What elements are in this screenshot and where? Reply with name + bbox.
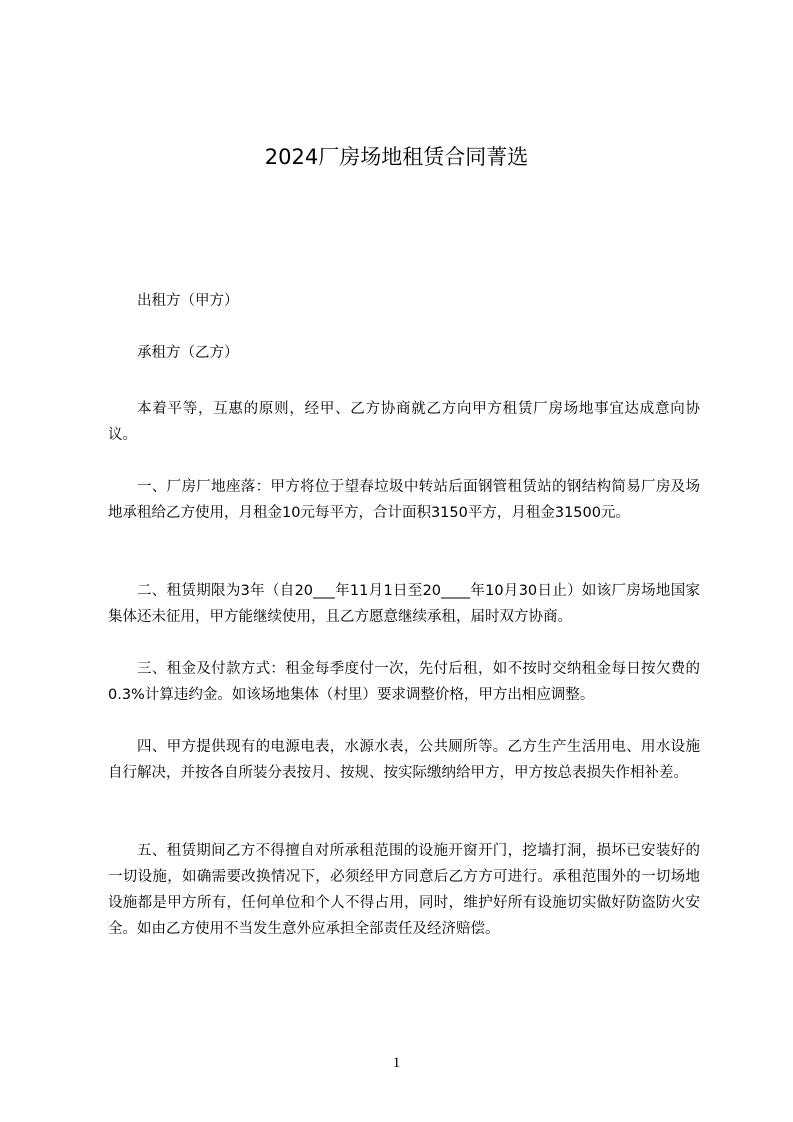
lessee-line: 承租方（乙方） — [137, 345, 239, 361]
clause-3: 三、租金及付款方式：租金每季度付一次，先付后租，如不按时交纳租金每日按欠费的0.3%计算违约金。如该场地集体（村里）要求调整价格，甲方出相应调整。 — [108, 661, 700, 703]
page-title: 2024厂房场地租赁合同菁选 — [264, 145, 529, 169]
page-number: 1 — [392, 1055, 401, 1071]
intro-paragraph: 本着平等，互惠的原则，经甲、乙方协商就乙方向甲方租赁厂房场地事宜达成意向协议。 — [108, 401, 700, 443]
clause-1: 一、厂房厂地座落：甲方将位于望春垃圾中转站后面钢管租赁站的钢结构简易厂房及场地承租给乙方使用，月租金10元每平方，合计面积3150平方，月租金31500元。 — [108, 479, 700, 521]
clause-5: 五、租赁期间乙方不得擅自对所承租范围的设施开窗开门，挖墙打洞，损坏已安装好的一切设施，如确需要改换情况下，必须经甲方同意后乙方方可进行。承租范围外的一切场地设施都是甲方所有，任何单位和个人不得占用，同时，维护好所有设施切实做好防盗防火安全。如由乙方使用不当发生意外应承担全部责任及经济赔偿。 — [108, 843, 700, 937]
lessor-line: 出租方（甲方） — [137, 293, 239, 309]
clause-4: 四、甲方提供现有的电源电表，水源水表，公共厕所等。乙方生产生活用电、用水设施自行解决，并按各自所装分表按月、按规、按实际缴纳给甲方，甲方按总表损失作相补差。 — [108, 739, 700, 781]
clause-2: 二、租赁期限为3年（自20___年11月1日至20____年10月30日止）如该厂房场地国家集体还未征用，甲方能继续使用，且乙方愿意继续承租，届时双方协商。 — [108, 583, 700, 625]
